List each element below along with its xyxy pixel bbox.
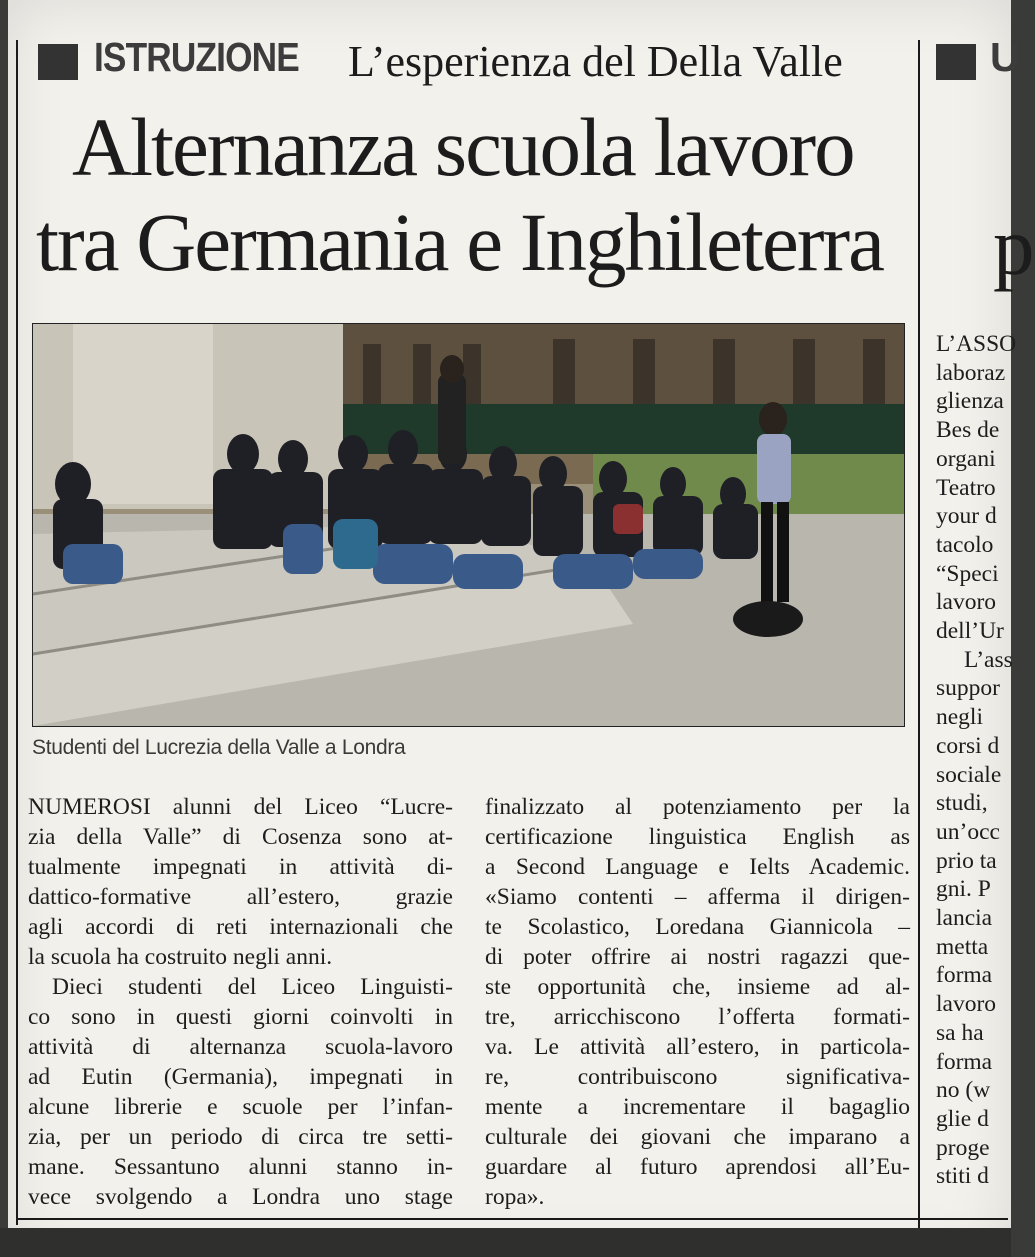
article-headline	[36, 100, 916, 290]
text-line: proge	[936, 1134, 990, 1161]
text-line: ad Eutin (Germania), impegnati in	[28, 1064, 453, 1090]
text-line: zia, per un periodo di circa tre setti-	[28, 1124, 453, 1150]
text-line: your d	[936, 503, 997, 530]
text-line: forma	[936, 1048, 993, 1075]
newspaper-page	[8, 0, 1035, 1257]
text-line: organi	[936, 445, 996, 472]
text-line: NUMEROSI alunni del Liceo “Lucre-	[28, 794, 453, 820]
text-line: gni. P	[936, 876, 991, 903]
text-line: agli accordi di reti internazionali che	[28, 914, 453, 940]
text-line: “Speci	[936, 560, 999, 587]
text-line: prio ta	[936, 847, 997, 874]
text-line: tre, arricchiscono l’offerta formati-	[485, 1004, 910, 1030]
text-line: guardare al futuro aprendosi all’Eu-	[485, 1154, 910, 1180]
text-line: un’occ	[936, 818, 1000, 845]
bottom-rule	[18, 1218, 1008, 1220]
text-line: alcune librerie e scuole per l’infan-	[28, 1094, 453, 1120]
headline-line: tra Germania e Inghileterra	[36, 196, 883, 288]
headline-line: Alternanza scuola lavoro	[72, 101, 854, 193]
text-line: metta	[936, 933, 989, 960]
text-line: sociale	[936, 761, 1002, 788]
article-column-1	[28, 792, 453, 1212]
text-line: dell’Ur	[936, 618, 1004, 645]
article-photo	[32, 323, 905, 727]
text-line: Teatro	[936, 474, 996, 501]
text-line: mane. Sessantuno alunni stanno in-	[28, 1154, 453, 1180]
column-divider-rule	[918, 40, 920, 1230]
text-line: mente a incrementare il bagaglio	[485, 1094, 910, 1120]
text-line: tualmente impegnati in attività di-	[28, 854, 453, 880]
text-line: ropa».	[485, 1184, 545, 1210]
text-line: glie d	[936, 1105, 989, 1132]
text-line: co sono in questi giorni coinvolti in	[28, 1004, 453, 1030]
text-line: lavoro	[936, 589, 997, 616]
section-label: ISTRUZIONE	[94, 34, 299, 80]
text-line: a Second Language e Ielts Academic.	[485, 854, 910, 880]
section-marker-square	[936, 44, 976, 80]
photo-caption: Studenti del Lucrezia della Valle a Londra	[32, 736, 406, 759]
text-line: forma	[936, 962, 993, 989]
text-line: re, contribuiscono significativa-	[485, 1064, 910, 1090]
text-line: tacolo	[936, 531, 994, 558]
text-line: suppor	[936, 675, 1000, 702]
text-line: dattico-formative all’estero, grazie	[28, 884, 453, 910]
text-line: attività di alternanza scuola-lavoro	[28, 1034, 453, 1060]
text-line: finalizzato al potenziamento per la	[485, 794, 910, 820]
text-line: no (w	[936, 1077, 991, 1104]
text-line: laboraz	[936, 359, 1006, 386]
text-line: di poter offrire ai nostri ragazzi que-	[485, 944, 910, 970]
text-line: L’ass	[964, 646, 1013, 673]
text-line: Dieci studenti del Liceo Linguisti-	[52, 974, 453, 1000]
left-border-rule	[16, 40, 18, 1225]
text-line: culturale dei giovani che imparano a	[485, 1124, 910, 1150]
text-line: va. Le attività all’estero, in particola-	[485, 1034, 910, 1060]
text-line: corsi d	[936, 732, 1000, 759]
text-line: «Siamo contenti – afferma il dirigen-	[485, 884, 910, 910]
article-column-3-partial	[936, 330, 1026, 1191]
article-kicker: L’esperienza del Della Valle	[348, 37, 843, 86]
text-line: L’ASSO	[936, 331, 1017, 357]
text-line: glienza	[936, 388, 1004, 415]
section-marker-square	[38, 44, 78, 80]
section-label-partial: U	[990, 34, 1020, 80]
text-line: vece svolgendo a Londra uno stage	[28, 1184, 453, 1210]
text-line: Bes de	[936, 417, 1000, 444]
text-line: stiti d	[936, 1163, 989, 1190]
text-line: la scuola ha costruito negli anni.	[28, 944, 333, 970]
headline-fragment: p	[993, 200, 1035, 292]
text-line: studi,	[936, 790, 988, 817]
text-line: zia della Valle” di Cosenza sono at-	[28, 824, 453, 850]
page-edge-shadow	[0, 1228, 1011, 1257]
text-line: ste opportunità che, insieme ad al-	[485, 974, 910, 1000]
text-line: certificazione linguistica English as	[485, 824, 910, 850]
photo-illustration	[33, 324, 904, 726]
text-line: sa ha	[936, 1019, 984, 1046]
text-line: lancia	[936, 905, 993, 932]
text-line: negli	[936, 704, 983, 731]
text-line: te Scolastico, Loredana Giannicola –	[485, 914, 910, 940]
article-column-2	[485, 792, 910, 1212]
text-line: lavoro	[936, 991, 997, 1018]
